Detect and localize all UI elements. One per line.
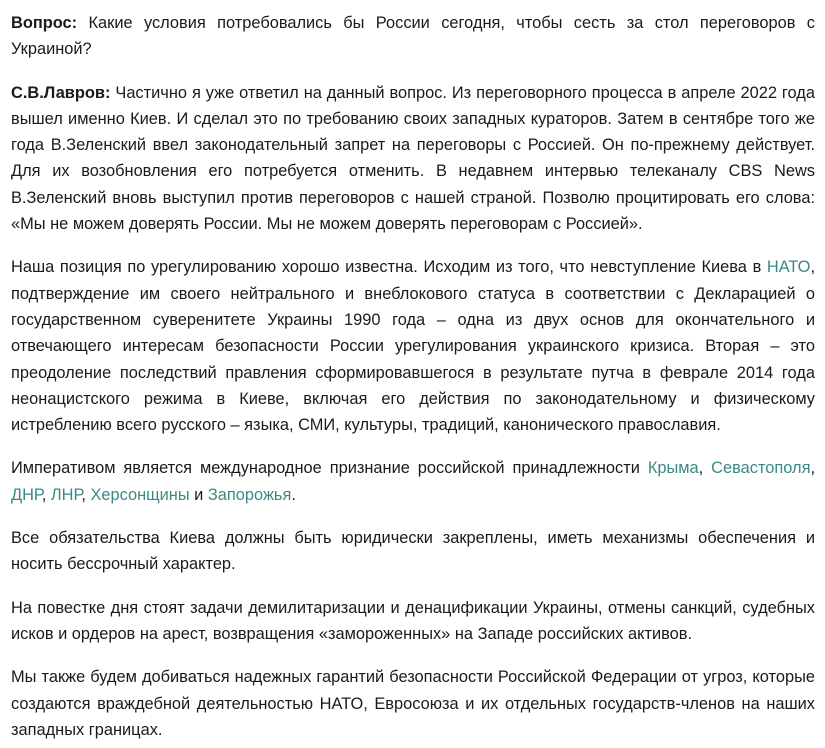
link-lnr[interactable]: ЛНР [50, 485, 82, 504]
question-text: Какие условия потребовались бы России сегодня, чтобы сесть за стол переговоров с Украиной? [11, 14, 815, 59]
link-kherson[interactable]: Херсонщины [90, 485, 190, 504]
obligations-paragraph: Все обязательства Киева должны быть юридически закреплены, иметь механизмы обеспечения и носить бессрочный характер. [11, 529, 815, 574]
separator: , [41, 485, 51, 504]
separator: , [810, 459, 816, 478]
question-label: Вопрос: [11, 14, 78, 32]
question-paragraph [11, 10, 815, 63]
position-paragraph [11, 254, 815, 438]
recognition-text: Императивом является международное признание российской принадлежности [11, 459, 648, 478]
position-text-start: Наша позиция по урегулированию хорошо известна. Исходим из того, что невступление Киева в [11, 258, 767, 277]
guarantees-paragraph: Мы также будем добиваться надежных гарантий безопасности Российской Федерации от угроз, которые создаются враждебной деятельностью НАТО, Евросоюза и их отдельных государств-членов на наших западных границах. [11, 668, 815, 739]
speaker-label: С.В.Лавров: [11, 83, 111, 102]
link-dnr[interactable]: ДНР [11, 485, 42, 504]
separator: , [81, 485, 91, 504]
sentence-end: . [291, 485, 296, 504]
link-crimea[interactable]: Крыма [647, 459, 699, 478]
answer-paragraph [11, 80, 815, 238]
recognition-paragraph [11, 455, 815, 508]
position-text-end: , подтверждение им своего нейтрального и внеблокового статуса в соответствии с Декларацией о государственном суверенитете Украины 1990 года – одна из двух основ для окончательного и отвечающего интересам безопасности России урегулирования украинского кризиса. Вторая – это преодоление последствий правления сформировавшегося в результате путча в феврале 2014 года неонацистского режима в Киеве, включая его действия по законодательному и физическому истреблению всего русского – языка, СМИ, культуры, традиций, канонического православия. [11, 258, 815, 435]
link-sevastopol[interactable]: Севастополя [711, 459, 811, 478]
separator: и [189, 485, 208, 504]
link-zaporozhye[interactable]: Запорожья [207, 485, 292, 504]
link-nato[interactable]: НАТО [766, 258, 811, 277]
agenda-paragraph: На повестке дня стоят задачи демилитаризации и денацификации Украины, отмены санкций, судебных исков и ордеров на арест, возвращения «замороженных» на Западе российских активов. [11, 598, 815, 643]
answer-text: Частично я уже ответил на данный вопрос. Из переговорного процесса в апреле 2022 года вышел именно Киев. И сделал это по требованию своих западных кураторов. Затем в сентябре того же года В.Зеленский ввел законодательный запрет на переговоры с Россией. Он по-прежнему действует. Для их возобновления его потребуется отменить. В недавнем интервью телеканалу CBS News В.Зеленский вновь выступил против переговоров с нашей страной. Позволю процитировать его слова: «Мы не можем доверять России. Мы не можем доверять переговорам с Россией». [11, 83, 815, 234]
separator: , [698, 459, 712, 478]
